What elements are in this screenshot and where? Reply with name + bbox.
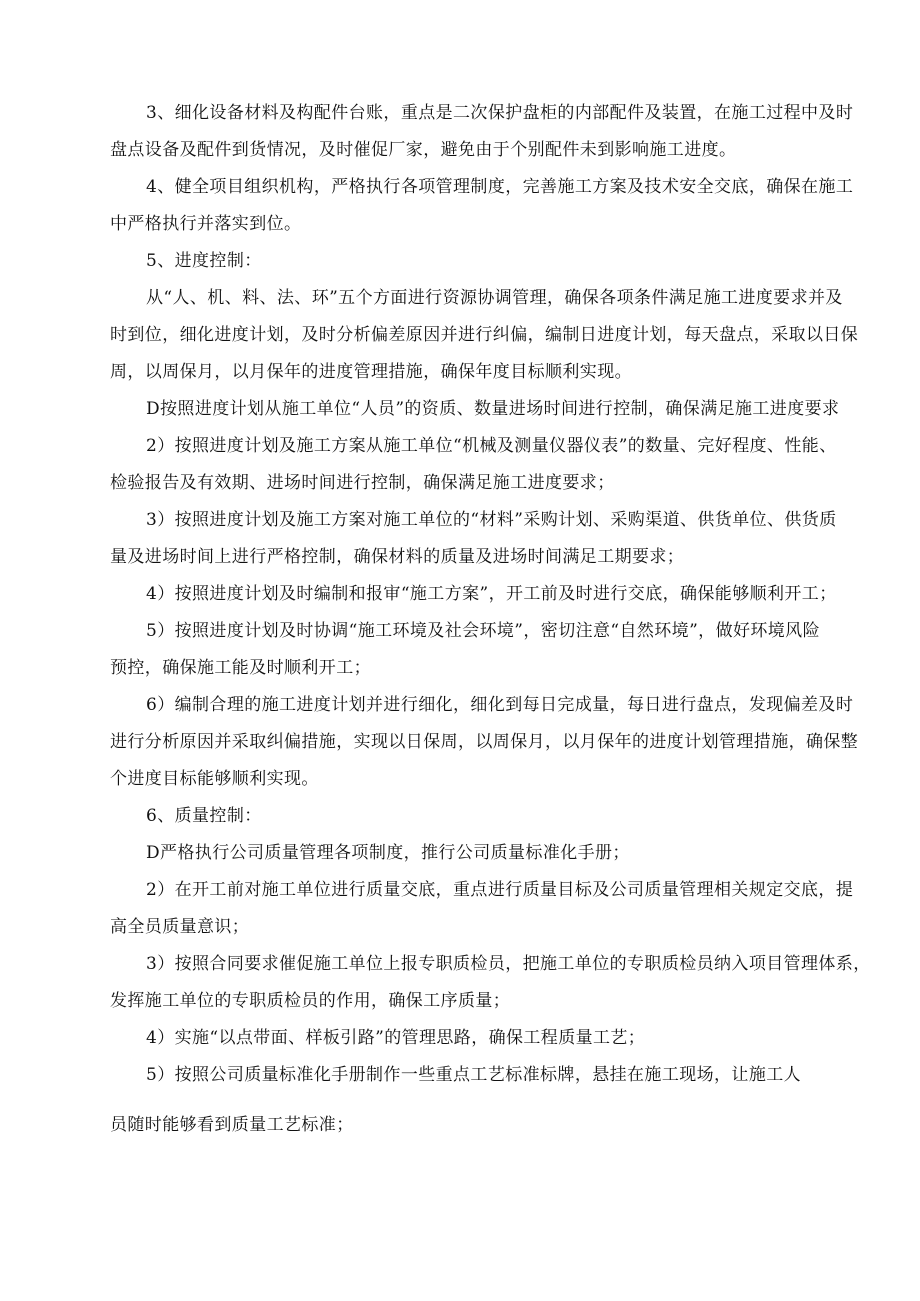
text-line: 盘点设备及配件到货情况，及时催促厂家，避免由于个别配件未到影响施工进度。 [110, 140, 737, 160]
text-line: 周，以周保月，以月保年的进度管理措施，确保年度目标顺利实现。 [110, 362, 632, 382]
text-line: D严格执行公司质量管理各项制度，推行公司质量标准化手册； [146, 843, 630, 863]
text-line: 6）编制合理的施工进度计划并进行细化，细化到每日完成量，每日进行盘点，发现偏差及时 [146, 695, 854, 715]
text-line: 个进度目标能够顺利实现。 [110, 769, 319, 789]
text-line: 从“人、机、料、法、环”五个方面进行资源协调管理，确保各项条件满足施工进度要求并及 [146, 288, 843, 308]
text-line: 预控，确保施工能及时顺利开工； [110, 658, 371, 678]
text-line: 4、健全项目组织机构，严格执行各项管理制度，完善施工方案及技术安全交底，确保在施工 [146, 177, 854, 197]
section-heading: 6、质量控制： [146, 806, 262, 826]
text-line: 进行分析原因并采取纠偏措施，实现以日保周，以周保月，以月保年的进度计划管理措施，确保整 [110, 732, 859, 752]
text-line: 量及进场时间上进行严格控制，确保材料的质量及进场时间满足工期要求； [110, 547, 685, 567]
text-line: 2）在开工前对施工单位进行质量交底，重点进行质量目标及公司质量管理相关规定交底，提 [146, 880, 854, 900]
text-line: 3）按照进度计划及施工方案对施工单位的“材料”采购计划、采购渠道、供货单位、供货质 [146, 510, 837, 530]
text-line: 高全员质量意识； [110, 917, 250, 937]
text-line: 2）按照进度计划及施工方案从施工单位“机械及测量仪器仪表”的数量、完好程度、性能、 [146, 436, 837, 456]
section-heading: 5、进度控制： [146, 251, 262, 271]
text-line: 3、细化设备材料及构配件台账，重点是二次保护盘柜的内部配件及装置，在施工过程中及时 [146, 103, 854, 123]
text-line: D按照进度计划从施工单位“人员”的资质、数量进场时间进行控制，确保满足施工进度要求 [146, 399, 840, 419]
text-line: 5）按照公司质量标准化手册制作一些重点工艺标准标牌，悬挂在施工现场，让施工人 [146, 1065, 802, 1085]
text-line: 3）按照合同要求催促施工单位上报专职质检员，把施工单位的专职质检员纳入项目管理体系， [146, 954, 871, 974]
text-line: 时到位，细化进度计划，及时分析偏差原因并进行纠偏，编制日进度计划，每天盘点，采取以日保 [110, 325, 859, 345]
text-line: 发挥施工单位的专职质检员的作用，确保工序质量； [110, 991, 511, 1011]
text-line: 中严格执行并落实到位。 [110, 214, 302, 234]
text-line: 检验报告及有效期、进场时间进行控制，确保满足施工进度要求； [110, 473, 615, 493]
text-line: 4）实施“以点带面、样板引路”的管理思路，确保工程质量工艺； [146, 1028, 646, 1048]
text-line: 5）按照进度计划及时协调“施工环境及社会环境”，密切注意“自然环境”，做好环境风险 [146, 621, 820, 641]
text-line: 4）按照进度计划及时编制和报审“施工方案”，开工前及时进行交底，确保能够顺利开工； [146, 584, 837, 604]
text-line: 员随时能够看到质量工艺标准； [110, 1115, 354, 1135]
